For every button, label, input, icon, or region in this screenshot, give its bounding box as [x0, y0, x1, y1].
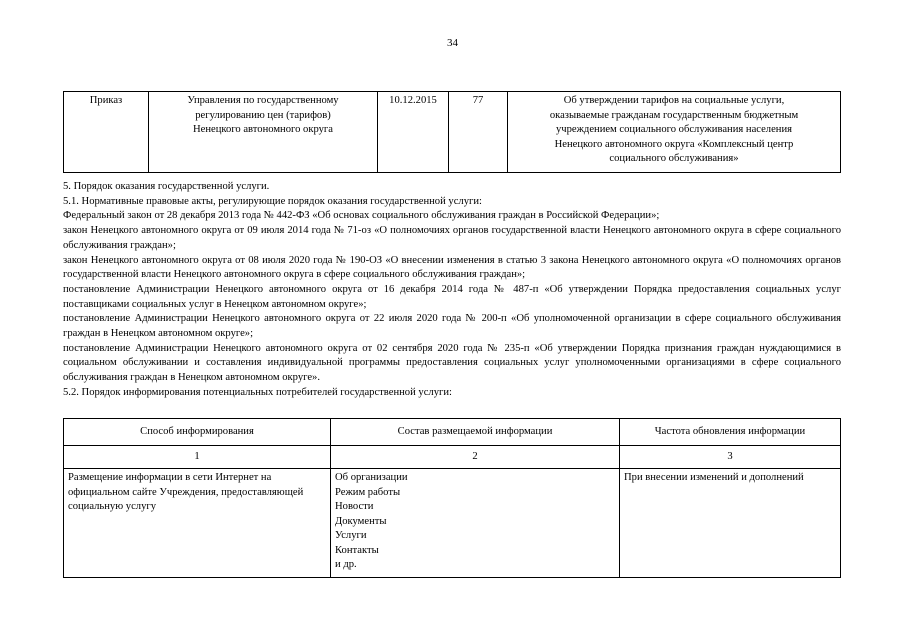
method-cell: Размещение информации в сети Интернет на официальном сайте Учреждения, предоставляющей социальную услугу	[64, 469, 331, 578]
number-cell: 77	[449, 92, 508, 173]
content-item: Документы	[335, 515, 387, 527]
section-heading: 5.1. Нормативные правовые акты, регулирующие порядок оказания государственной услуги:	[63, 195, 482, 207]
column-header: Способ информирования	[64, 419, 331, 446]
content-item: Контакты	[335, 544, 379, 556]
content-cell	[331, 469, 620, 578]
legal-act: постановление Администрации Ненецкого автономного округа от 02 сентября 2020 года № 235-п «Об утверждении Порядка признания граждан нуждающимися в социальном обслуживании и составления индивидуальной программы предоставления социальных услуг уполномоченными организациями в сфере социального обслуживания граждан в Ненецком автономном округе».	[63, 342, 841, 384]
authority-line: Ненецкого автономного округа	[193, 124, 333, 135]
legal-act: постановление Администрации Ненецкого автономного округа от 16 декабря 2014 года № 487-п «Об утверждении Порядка предоставления социальных услуг поставщиками социальных услуг в Ненецком автономном округе»;	[63, 283, 841, 310]
column-number: 3	[620, 446, 841, 469]
content-item: и др.	[335, 559, 357, 570]
column-header: Состав размещаемой информации	[331, 419, 620, 446]
title-line: оказываемые гражданам государственным бюджетным	[549, 109, 799, 121]
legal-act: Федеральный закон от 28 декабря 2013 года № 442-ФЗ «Об основах социального обслуживания граждан в Российской Федерации»;	[63, 210, 660, 222]
table-row	[64, 446, 841, 469]
title-line: учреждением социального обслуживания населения	[555, 124, 793, 135]
date-cell: 10.12.2015	[378, 92, 449, 173]
legal-act: закон Ненецкого автономного округа от 09 июля 2014 года № 71-оз «О полномочиях органов государственной власти Ненецкого автономного округа в сфере социального обслуживания граждан»;	[63, 225, 841, 251]
legal-act: закон Ненецкого автономного округа от 08 июля 2020 года № 190-ОЗ «О внесении изменения в статью 3 закона Ненецкого автономного округа «О полномочиях органов государственной власти Ненецкого автономного округа в сфере социального обслуживания граждан»;	[63, 254, 841, 281]
page-number: 34	[447, 37, 458, 49]
authority-cell	[149, 92, 378, 173]
information-table	[63, 418, 841, 578]
table-row	[64, 469, 841, 578]
section-heading: 5.2. Порядок информирования потенциальных потребителей государственной услуги:	[63, 386, 452, 398]
table-row	[64, 92, 841, 173]
table-header-row	[64, 419, 841, 446]
authority-line: регулированию цен (тарифов)	[195, 109, 331, 121]
order-table	[63, 91, 841, 173]
column-number: 1	[64, 446, 331, 469]
title-cell	[508, 92, 841, 173]
content-item: Новости	[335, 501, 374, 512]
doc-type-cell: Приказ	[64, 92, 149, 173]
section-heading: 5. Порядок оказания государственной услуги.	[63, 181, 270, 192]
title-line: Об утверждении тарифов на социальные услуги,	[563, 95, 785, 106]
title-line: Ненецкого автономного округа «Комплексный центр	[554, 138, 794, 150]
content-item: Режим работы	[335, 486, 401, 498]
legal-act: постановление Администрации Ненецкого автономного округа от 22 июля 2020 года № 200-п «Об уполномоченной организации в сфере социального обслуживания граждан в Ненецком автономном округе»;	[63, 313, 841, 340]
document-body	[63, 180, 841, 401]
authority-line: Управления по государственному	[187, 95, 339, 106]
title-line: социального обслуживания»	[609, 153, 739, 164]
column-number: 2	[331, 446, 620, 469]
frequency-cell: При внесении изменений и дополнений	[620, 469, 841, 578]
content-item: Услуги	[335, 530, 367, 541]
content-item: Об организации	[335, 472, 408, 483]
column-header: Частота обновления информации	[620, 419, 841, 446]
